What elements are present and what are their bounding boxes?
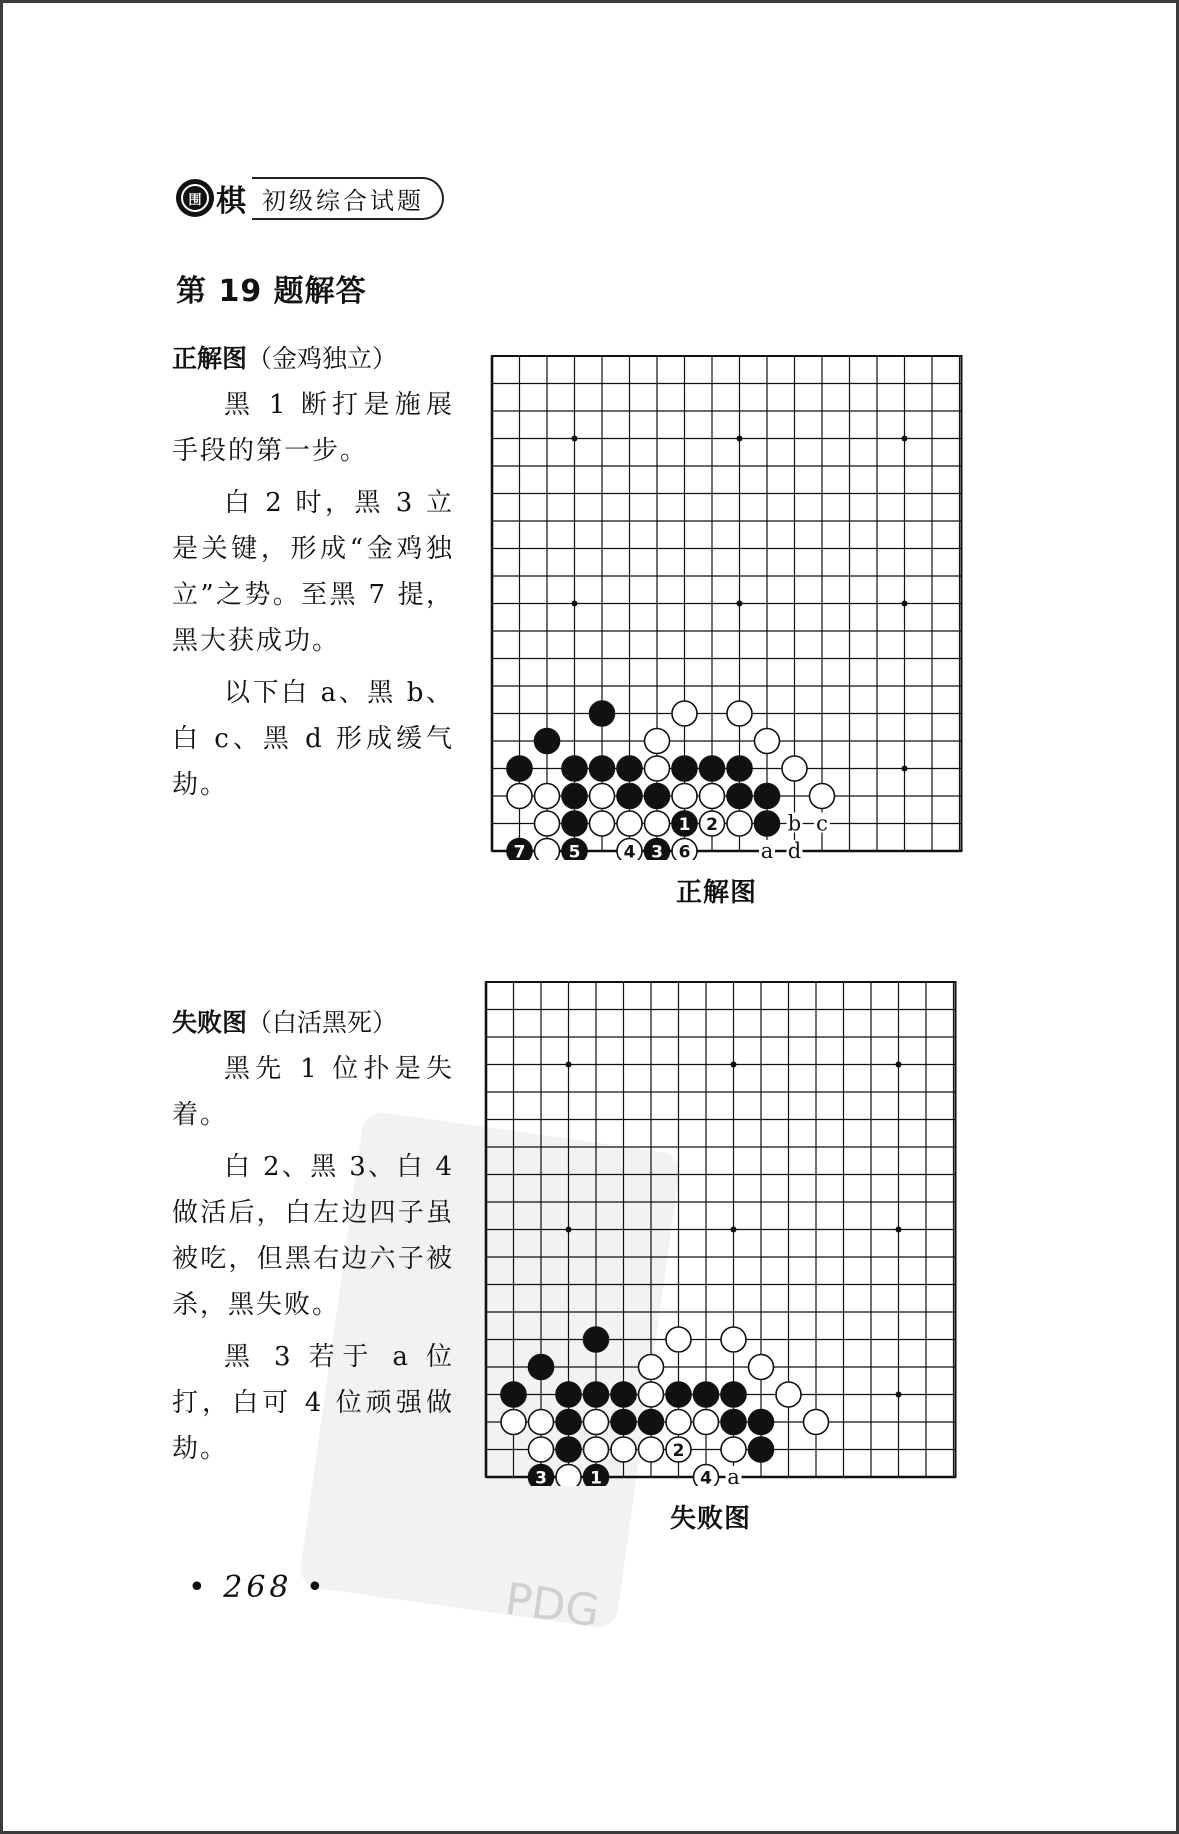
point-label: a — [727, 1465, 740, 1486]
black-stone — [721, 1382, 746, 1407]
white-stone — [721, 1437, 746, 1462]
white-stone — [645, 811, 670, 836]
star-point — [902, 436, 908, 442]
black-stone — [672, 756, 697, 781]
move-number: 7 — [513, 842, 526, 860]
page-number: • 268 • — [188, 1570, 328, 1605]
star-point — [566, 1227, 572, 1233]
white-stone — [501, 1410, 526, 1435]
white-stone — [639, 1355, 664, 1380]
black-stone — [556, 1382, 581, 1407]
correct-heading: 正解图（金鸡独立） — [172, 344, 398, 373]
white-stone — [694, 1410, 719, 1435]
white-stone — [727, 701, 752, 726]
star-point — [737, 601, 743, 607]
move-number: 2 — [672, 1441, 685, 1461]
point-label: a — [760, 839, 774, 860]
failure-caption: 失败图 — [670, 1504, 752, 1534]
star-point — [902, 766, 908, 772]
move-number: 6 — [678, 842, 691, 860]
correct-section — [172, 336, 454, 814]
white-stone — [645, 729, 670, 754]
black-stone — [694, 1382, 719, 1407]
black-stone — [749, 1410, 774, 1435]
star-point — [566, 1062, 572, 1068]
star-point — [731, 1062, 737, 1068]
black-stone — [611, 1382, 636, 1407]
white-stone — [535, 811, 560, 836]
white-stone — [810, 784, 835, 809]
white-stone — [584, 1410, 609, 1435]
black-stone — [617, 756, 642, 781]
white-stone — [804, 1410, 829, 1435]
star-point — [572, 601, 578, 607]
white-stone — [535, 784, 560, 809]
answer-title: 第 19 题解答 — [176, 274, 367, 309]
white-stone — [672, 784, 697, 809]
black-stone — [556, 1410, 581, 1435]
white-stone — [590, 811, 615, 836]
white-stone — [556, 1465, 581, 1487]
correct-caption: 正解图 — [676, 878, 758, 908]
correct-paragraph: 以下白 a、黑 b、白 c、黑 d 形成缓气劫。 — [172, 678, 454, 800]
star-point — [896, 1062, 902, 1068]
white-stone — [535, 839, 560, 861]
failure-section — [172, 1000, 454, 1478]
move-number: 1 — [678, 815, 691, 835]
go-board-failure — [474, 966, 994, 1486]
star-point — [896, 1227, 902, 1233]
white-stone — [584, 1437, 609, 1462]
move-number: 4 — [623, 842, 636, 860]
white-stone — [672, 701, 697, 726]
series-title: 初级综合试题 — [252, 177, 444, 220]
black-stone — [755, 811, 780, 836]
star-point — [896, 1392, 902, 1398]
go-board-correct — [480, 340, 1000, 860]
move-number: 2 — [706, 815, 718, 835]
correct-paragraph: 黑 1 断打是施展手段的第一步。 — [172, 390, 454, 466]
black-stone — [562, 811, 587, 836]
white-stone — [529, 1410, 554, 1435]
point-label: c — [816, 811, 828, 836]
black-stone — [562, 756, 587, 781]
move-number: 3 — [651, 842, 663, 860]
white-stone — [617, 811, 642, 836]
black-stone — [700, 756, 725, 781]
star-point — [731, 1227, 737, 1233]
failure-heading: 失败图（白活黑死） — [172, 1008, 398, 1037]
failure-paragraph: 白 2、黑 3、白 4 做活后，白左边四子虽被吃，但黑右边六子被杀，黑失败。 — [172, 1152, 454, 1320]
white-stone — [666, 1327, 691, 1352]
white-stone — [782, 756, 807, 781]
move-number: 1 — [590, 1468, 602, 1486]
watermark-text: PDG — [501, 1573, 603, 1638]
correct-paragraph: 白 2 时，黑 3 立是关键，形成“金鸡独立”之势。至黑 7 提，黑大获成功。 — [172, 488, 454, 656]
star-point — [737, 436, 743, 442]
black-stone — [721, 1410, 746, 1435]
white-stone — [529, 1437, 554, 1462]
white-stone — [611, 1437, 636, 1462]
black-stone — [529, 1355, 554, 1380]
black-stone — [645, 784, 670, 809]
white-stone — [666, 1410, 691, 1435]
black-stone — [501, 1382, 526, 1407]
move-number: 3 — [535, 1468, 547, 1486]
white-stone — [639, 1437, 664, 1462]
failure-paragraph: 黑 3 若于 a 位打，白可 4 位顽强做劫。 — [172, 1342, 454, 1464]
star-point — [572, 436, 578, 442]
point-label: d — [787, 839, 802, 860]
black-stone — [556, 1437, 581, 1462]
black-stone — [617, 784, 642, 809]
black-stone — [590, 701, 615, 726]
black-stone — [666, 1382, 691, 1407]
book-header — [176, 176, 444, 220]
white-stone — [507, 784, 532, 809]
black-stone — [562, 784, 587, 809]
white-stone — [639, 1382, 664, 1407]
black-stone — [611, 1410, 636, 1435]
black-stone — [535, 729, 560, 754]
black-stone — [755, 784, 780, 809]
black-stone — [749, 1437, 774, 1462]
black-stone — [507, 756, 532, 781]
white-stone — [776, 1382, 801, 1407]
failure-paragraph: 黑先 1 位扑是失着。 — [172, 1054, 454, 1130]
white-stone — [645, 756, 670, 781]
black-stone — [727, 784, 752, 809]
black-stone — [584, 1382, 609, 1407]
weiqi-logo-icon: 围 — [176, 179, 214, 217]
white-stone — [755, 729, 780, 754]
brand-text: 棋 — [216, 184, 246, 219]
black-stone — [584, 1327, 609, 1352]
white-stone — [749, 1355, 774, 1380]
point-label: b — [787, 811, 802, 836]
move-number: 5 — [568, 842, 581, 860]
move-number: 4 — [700, 1468, 712, 1486]
white-stone — [721, 1327, 746, 1352]
star-point — [902, 601, 908, 607]
white-stone — [727, 811, 752, 836]
black-stone — [727, 756, 752, 781]
white-stone — [700, 784, 725, 809]
white-stone — [590, 784, 615, 809]
black-stone — [639, 1410, 664, 1435]
black-stone — [590, 756, 615, 781]
